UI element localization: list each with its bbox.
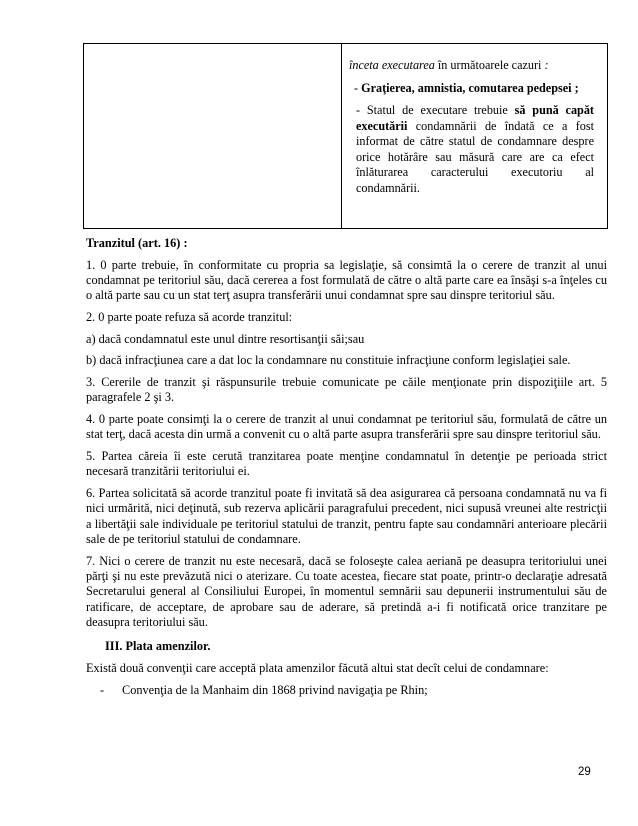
- cell-state-bold: să pună capăt executării: [356, 103, 594, 133]
- paragraph: b) dacă infracţiunea care a dat loc la condamnare nu constituie infracţiune conform legislaţiei sale.: [86, 353, 571, 368]
- cell-state-paragraph: [349, 103, 594, 196]
- cell-grace-line: [349, 81, 594, 97]
- transit-heading: Tranzitul (art. 16) :: [86, 236, 188, 250]
- cell-intro-rest: în următoarele cazuri: [434, 58, 545, 72]
- cell-state-pre: - Statul de executare trebuie: [356, 103, 515, 117]
- paragraph: 6. Partea solicitată să acorde tranzitul poate fi invitată să dea asigurarea că persoana condamnată nu va fi nici urmărită, nici deţinută, sub rezerva aplicării paragrafului precedent, nici supusă vreunei alte restricţii a libertăţii sale individuale pe teritoriul statului de tranzit, pentru fapte sau condamnări anterioare plecării sale de pe teritoriul statului de condamnare.: [86, 485, 607, 546]
- paragraph: 7. Nici o cerere de tranzit nu este necesară, dacă se foloseşte calea aeriană pe deasupra teritoriului unei părţi şi nu este prevăzută nici o aterizare. Cu toate acestea, fiecare stat poate, printr-o declaraţie adresată Secretarului general al Consiliului Europei, în momentul semnării sau depunerii instrumentului său de ratificare, de acceptare, de aprobare sau de aderare, să pretindă a-i fi notificată orice tranzitare pe deasupra teritoriului său.: [86, 553, 607, 630]
- table-right-cell: [342, 44, 607, 228]
- bullet-item: [86, 683, 607, 698]
- paragraph: 2. 0 parte poate refuza să acorde tranzitul:: [86, 310, 293, 324]
- table-left-cell: [84, 44, 342, 228]
- paragraph: 4. 0 parte poate consimţi la o cerere de tranzit al unui condamnat pe teritoriul său, formulată de către un stat terţ, dacă acesta din urmă a convenit cu o altă parte asupra transferării spre sau dinspre teritoriul său.: [86, 411, 607, 442]
- bullet-dash: -: [100, 683, 105, 698]
- cell-grace-dash: -: [354, 80, 362, 95]
- body-text: [86, 236, 607, 699]
- cell-state-post: condamnării de îndată ce a fost informat de către statul de condamnare despre orice hotărâre sau măsură care are ca efect înlăturarea caracterului executoriu al condamnării.: [356, 118, 594, 195]
- section-intro: Există două convenţii care acceptă plata amenzilor făcută altui stat decît celui de condamnare:: [86, 661, 549, 676]
- cell-intro-italic: înceta executarea: [349, 58, 435, 72]
- cell-grace-text: Graţierea, amnistia, comutarea pedepsei ;: [361, 80, 579, 95]
- paragraph: a) dacă condamnatul este unul dintre resortisanţii săi;sau: [86, 331, 365, 346]
- paragraph: 1. 0 parte trebuie, în conformitate cu propria sa legislaţie, să consimtă la o cerere de tranzit al unui condamnat pe teritoriul său, dacă cererea a fost formulată de către o altă parte care ea însăşi s-a înţeles cu o altă parte sau cu un stat terţ asupra transferării unui condamnat spre sau dinspre teritoriul său.: [86, 257, 607, 303]
- paragraph: 3. Cererile de tranzit şi răspunsurile trebuie comunicate pe căile menţionate prin dispoziţiile art. 5 paragrafele 2 şi 3.: [86, 374, 607, 405]
- paragraph: 5. Partea căreia îi este cerută tranzitarea poate menţine condamnatul în detenţie pe perioada strict necesară tranzitării teritoriului ei.: [86, 448, 607, 479]
- bullet-text: Convenţia de la Manhaim din 1868 privind navigaţia pe Rhin;: [122, 683, 428, 698]
- section-heading: III. Plata amenzilor.: [105, 638, 211, 653]
- cell-intro-colon: :: [544, 58, 549, 72]
- execution-table: [83, 43, 608, 229]
- cell-intro-line: [349, 58, 594, 74]
- page-number: 29: [578, 766, 591, 778]
